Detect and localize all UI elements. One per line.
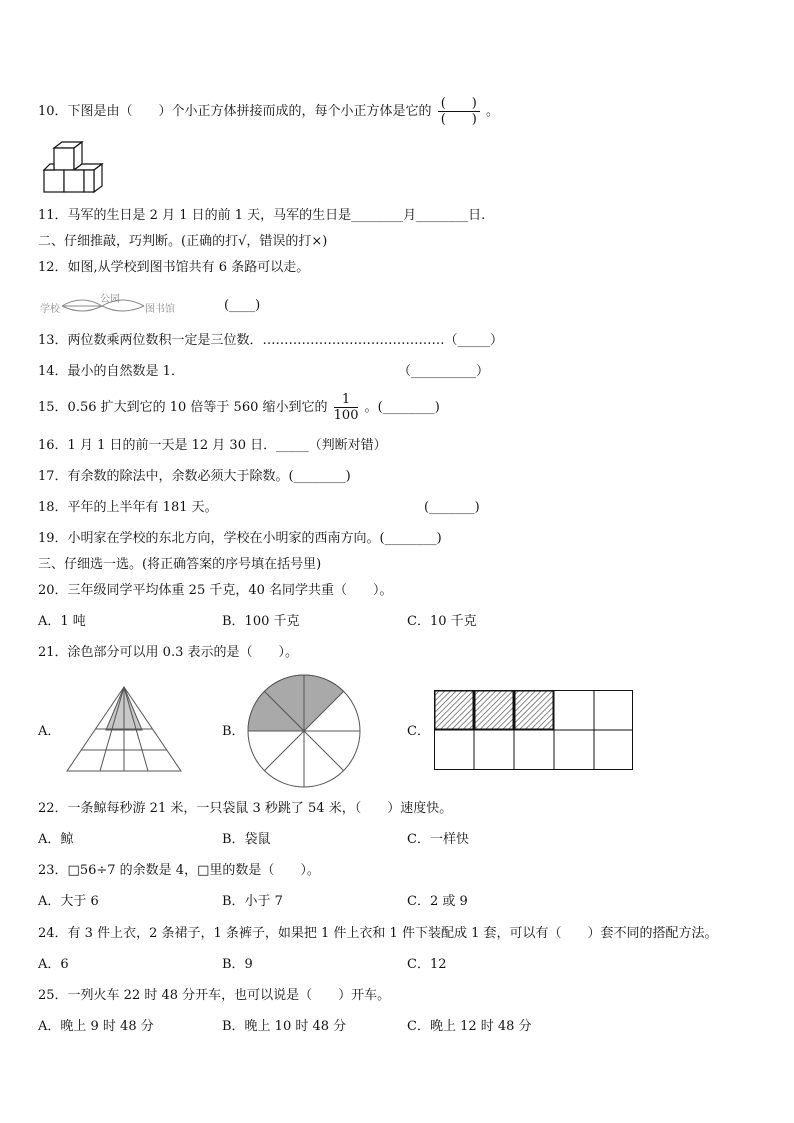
question-10-text: 10．下图是由（ ）个小正方体拼接而成的，每个小正方体是它的 (38, 104, 432, 119)
question-18-blank[interactable]: (_______) (424, 500, 480, 515)
question-12: 12．如图,从学校到图书馆共有 6 条路可以走。 (38, 260, 310, 275)
option-25-c[interactable]: C．晚上 12 时 48 分 (407, 1019, 532, 1034)
grid-figure (434, 690, 634, 770)
question-10-fraction (438, 96, 480, 127)
grid-cell-shaded (435, 691, 473, 729)
question-11: 11．马军的生日是 2 月 1 日的前 1 天，马军的生日是________月________日. (38, 208, 486, 223)
question-22: 22．一条鲸每秒游 21 米，一只袋鼠 3 秒跳了 54 米，（ ）速度快。 (38, 801, 453, 816)
fraction-denominator: 100 (333, 408, 359, 423)
option-22-a[interactable]: A．鲸 (38, 832, 74, 847)
question-15-fraction (334, 392, 359, 423)
question-16: 16．1 月 1 日的前一天是 12 月 30 日．_____（判断对错） (38, 438, 387, 453)
question-12-blank[interactable]: (____) (224, 298, 261, 313)
option-24-a[interactable]: A．6 (38, 957, 69, 972)
circle-figure (247, 674, 361, 788)
section-2-heading: 二、仔细推敲，巧判断。(正确的打√，错误的打×) (38, 234, 328, 249)
option-23-a[interactable]: A．大于 6 (38, 894, 99, 909)
option-21-b[interactable]: B． (222, 724, 245, 739)
question-21: 21．涂色部分可以用 0.3 表示的是（ ）。 (38, 645, 298, 660)
question-15-suffix: 。(________) (364, 400, 440, 415)
option-22-b[interactable]: B．袋鼠 (222, 832, 271, 847)
option-24-c[interactable]: C．12 (407, 957, 447, 972)
fraction-numerator: ( ) (438, 96, 480, 112)
option-20-b[interactable]: B．100 千克 (222, 614, 300, 629)
option-23-b[interactable]: B．小于 7 (222, 894, 283, 909)
question-15 (38, 392, 440, 423)
option-21-c[interactable]: C． (407, 724, 430, 739)
option-21-a[interactable]: A． (38, 724, 61, 739)
grid-cell-shaded (475, 691, 513, 729)
route-diagram (60, 292, 150, 316)
fraction-denominator: ( ) (440, 112, 477, 127)
option-20-a[interactable]: A．1 吨 (38, 614, 86, 629)
option-24-b[interactable]: B．9 (222, 957, 253, 972)
question-24: 24．有 3 件上衣，2 条裙子，1 条裤子，如果把 1 件上衣和 1 件下装配成 1 套，可以有（ ）套不同的搭配方法。 (38, 926, 718, 941)
question-14-blank[interactable]: （__________） (398, 364, 490, 379)
question-10-suffix: 。 (485, 104, 499, 119)
question-19: 19．小明家在学校的东北方向，学校在小明家的西南方向。(________) (38, 531, 442, 546)
question-25: 25．一列火车 22 时 48 分开车，也可以说是（ ）开车。 (38, 988, 391, 1003)
option-25-a[interactable]: A．晚上 9 时 48 分 (38, 1019, 154, 1034)
fraction-numerator: 1 (334, 392, 359, 408)
question-14: 14．最小的自然数是 1． (38, 364, 184, 379)
park-label: 公园 (100, 294, 120, 305)
library-label: 图书馆 (145, 304, 175, 315)
question-10 (38, 96, 499, 127)
option-25-b[interactable]: B．晚上 10 时 48 分 (222, 1019, 347, 1034)
section-3-heading: 三、仔细选一选。(将正确答案的序号填在括号里) (38, 557, 322, 572)
school-label: 学校 (40, 304, 60, 315)
question-17: 17．有余数的除法中，余数必须大于除数。(________) (38, 469, 351, 484)
question-13: 13．两位数乘两位数积一定是三位数．……………………………………（_____） (38, 333, 504, 348)
option-22-c[interactable]: C．一样快 (407, 832, 469, 847)
question-15-text: 15．0.56 扩大到它的 10 倍等于 560 缩小到它的 (38, 400, 328, 415)
cube-stack-figure (42, 140, 106, 198)
option-20-c[interactable]: C．10 千克 (407, 614, 477, 629)
question-20: 20．三年级同学平均体重 25 千克，40 名同学共重（ ）。 (38, 583, 393, 598)
question-23: 23．□56÷7 的余数是 4，□里的数是（ ）。 (38, 863, 320, 878)
grid-cell-shaded (515, 691, 553, 729)
triangle-figure (66, 686, 182, 772)
option-23-c[interactable]: C．2 或 9 (407, 894, 468, 909)
question-18: 18．平年的上半年有 181 天。 (38, 500, 218, 515)
